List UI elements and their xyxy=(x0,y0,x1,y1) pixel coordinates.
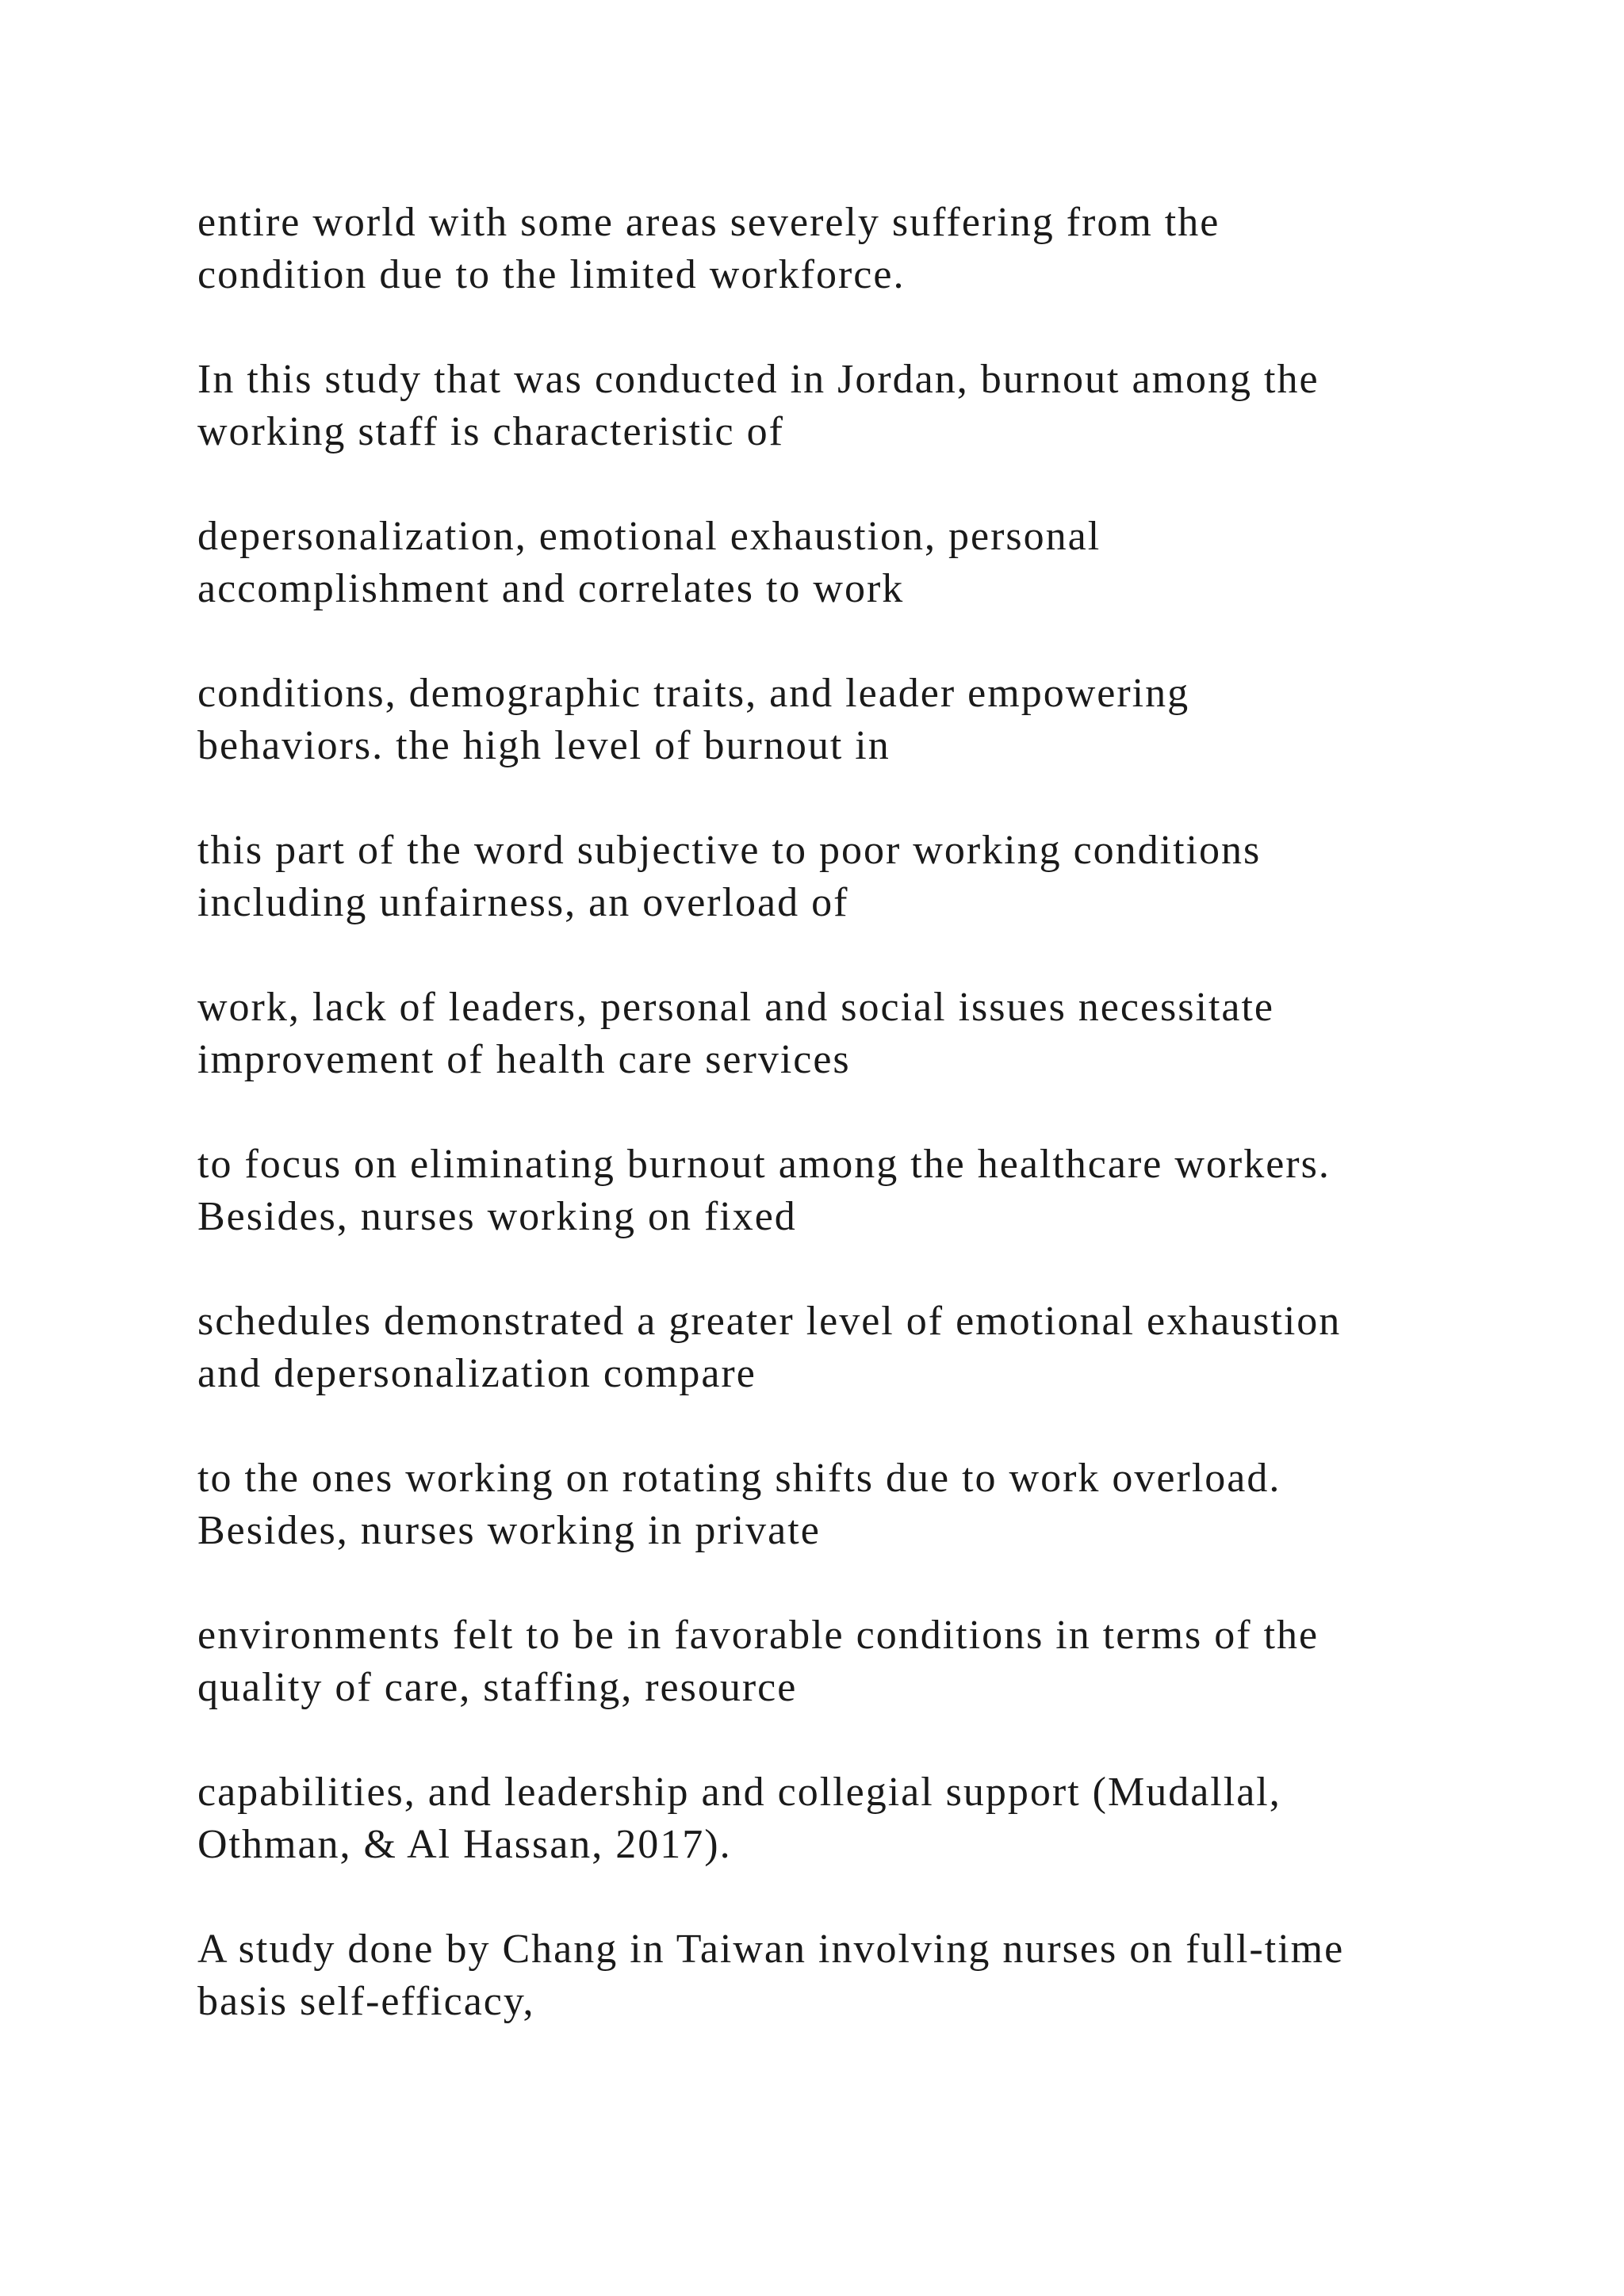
paragraph xyxy=(197,1609,1466,1714)
text-line: In this study that was conducted in Jordan, burnout among the xyxy=(197,357,1320,402)
text-line: Besides, nurses working in private xyxy=(197,1508,821,1553)
text-line: schedules demonstrated a greater level of emotional exhaustion xyxy=(197,1299,1342,1344)
text-line: capabilities, and leadership and collegial support (Mudallal, xyxy=(197,1770,1281,1815)
paragraph xyxy=(197,1766,1466,1871)
text-line: including unfairness, an overload of xyxy=(197,880,849,925)
text-line: work, lack of leaders, personal and social issues necessitate xyxy=(197,985,1275,1030)
document-body xyxy=(197,197,1466,2080)
text-line: entire world with some areas severely suffering from the xyxy=(197,200,1220,245)
paragraph xyxy=(197,1138,1466,1243)
text-line: this part of the word subjective to poor working conditions xyxy=(197,828,1262,873)
text-line: Besides, nurses working on fixed xyxy=(197,1194,797,1239)
text-line: working staff is characteristic of xyxy=(197,409,784,454)
text-line: accomplishment and correlates to work xyxy=(197,566,905,611)
text-line: and depersonalization compare xyxy=(197,1351,756,1396)
text-line: basis self-efficacy, xyxy=(197,1979,535,2024)
paragraph xyxy=(197,197,1466,301)
paragraph xyxy=(197,511,1466,615)
paragraph xyxy=(197,1295,1466,1400)
paragraph xyxy=(197,1923,1466,2028)
text-line: behaviors. the high level of burnout in xyxy=(197,723,891,768)
text-line: to the ones working on rotating shifts due to work overload. xyxy=(197,1456,1281,1501)
paragraph xyxy=(197,825,1466,929)
paragraph xyxy=(197,668,1466,772)
text-line: depersonalization, emotional exhaustion, personal xyxy=(197,514,1101,559)
text-line: to focus on eliminating burnout among the healthcare workers. xyxy=(197,1142,1331,1187)
text-line: quality of care, staffing, resource xyxy=(197,1665,798,1710)
paragraph xyxy=(197,1452,1466,1557)
paragraph xyxy=(197,354,1466,458)
text-line: A study done by Chang in Taiwan involving nurses on full-time xyxy=(197,1927,1345,1972)
text-line: improvement of health care services xyxy=(197,1037,851,1082)
text-line: condition due to the limited workforce. xyxy=(197,252,906,297)
text-line: Othman, & Al Hassan, 2017). xyxy=(197,1822,732,1867)
text-line: conditions, demographic traits, and leader empowering xyxy=(197,671,1190,716)
paragraph xyxy=(197,982,1466,1086)
text-line: environments felt to be in favorable conditions in terms of the xyxy=(197,1613,1320,1658)
